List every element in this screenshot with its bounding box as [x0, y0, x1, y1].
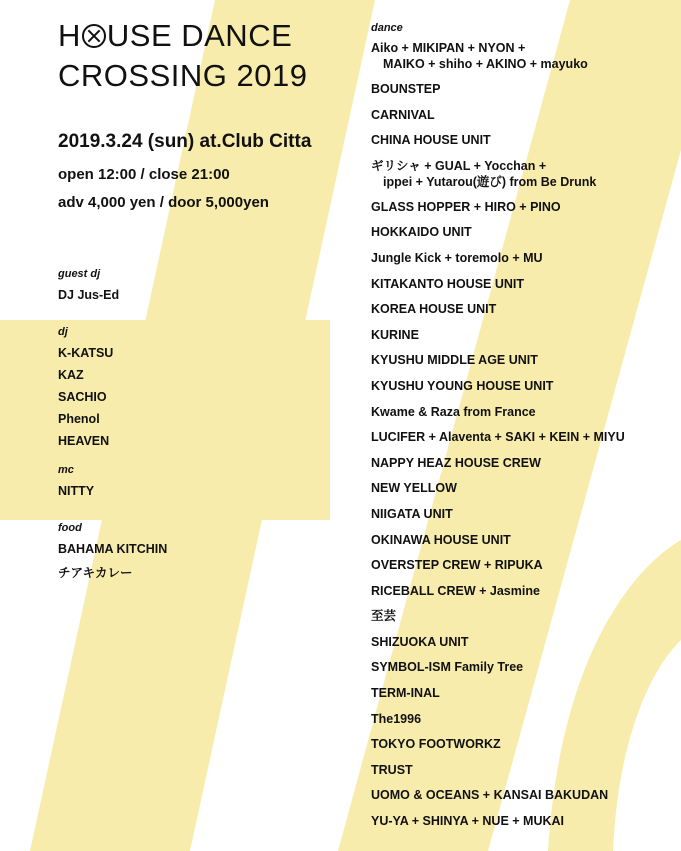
event-date-venue: 2019.3.24 (sun) at.Club Citta: [58, 131, 312, 152]
dance-list: [371, 40, 625, 839]
dance-item-line1: SHIZUOKA UNIT: [371, 634, 469, 649]
dance-list-item: [371, 659, 625, 685]
dance-list-item: [371, 327, 625, 353]
dance-item-line1: TRUST: [371, 762, 413, 777]
event-price: adv 4,000 yen / door 5,000yen: [58, 194, 269, 211]
dance-list-item: [371, 132, 625, 158]
dance-list-item: [371, 685, 625, 711]
dance-list-item: [371, 107, 625, 133]
dj-item: HEAVEN: [58, 434, 110, 448]
dance-item-line1: KOREA HOUSE UNIT: [371, 302, 497, 317]
dance-list-item: [371, 634, 625, 660]
dance-list-item: [371, 352, 625, 378]
mc-item: NITTY: [58, 484, 95, 498]
dance-list-item: [371, 250, 625, 276]
dance-list-item: [371, 276, 625, 302]
dance-item-line1: 至芸: [371, 609, 397, 624]
dance-item-line2: MAIKO + shiho + AKINO + mayuko: [383, 57, 588, 71]
dance-item-line1: YU-YA + SHINYA + NUE + MUKAI: [371, 814, 564, 829]
dance-item-line1: KITAKANTO HOUSE UNIT: [371, 276, 525, 291]
dance-item-line1: The1996: [371, 711, 422, 726]
dj-item: K-KATSU: [58, 346, 114, 360]
dj-item: KAZ: [58, 368, 84, 382]
dance-list-item: [371, 224, 625, 250]
dance-item-line1: CARNIVAL: [371, 107, 435, 122]
dance-item-line2: ippei + Yutarou(遊び) from Be Drunk: [383, 174, 597, 189]
dance-item-line1: HOKKAIDO UNIT: [371, 225, 472, 240]
dance-item-line1: BOUNSTEP: [371, 82, 441, 96]
food-item: BAHAMA KITCHIN: [58, 542, 168, 556]
dance-list-item: [371, 787, 625, 813]
event-title-line1: H USE DANCE: [58, 18, 293, 53]
dance-list-item: [371, 506, 625, 532]
dance-item-line1: KYUSHU YOUNG HOUSE UNIT: [371, 378, 554, 393]
dj-heading: dj: [58, 326, 68, 338]
dance-list-item: [371, 199, 625, 225]
food-item: チアキカレー: [58, 566, 133, 580]
dance-list-item: [371, 736, 625, 762]
yellow-bar-left: [0, 320, 330, 520]
dance-list-item: [371, 711, 625, 737]
dance-item-line1: RICEBALL CREW + Jasmine: [371, 583, 540, 598]
dance-list-item: [371, 762, 625, 788]
dance-item-line1: CHINA HOUSE UNIT: [371, 133, 491, 148]
dance-item-line1: TOKYO FOOTWORKZ: [371, 737, 501, 752]
dj-item: SACHIO: [58, 390, 107, 404]
crossed-circle-logo-icon: [82, 24, 106, 48]
dance-list-item: [371, 378, 625, 404]
dj-item: Phenol: [58, 412, 100, 426]
dance-list-item: [371, 813, 625, 839]
dance-item-line1: UOMO & OCEANS + KANSAI BAKUDAN: [371, 788, 609, 803]
event-title-line2: CROSSING 2019: [58, 58, 308, 93]
dance-item-line1: ギリシャ + GUAL + Yocchan +: [371, 158, 547, 173]
dance-list-item: [371, 532, 625, 558]
mc-heading: mc: [58, 464, 74, 476]
dance-list-item: [371, 404, 625, 430]
dance-item-line1: SYMBOL-ISM Family Tree: [371, 660, 524, 675]
dance-item-line1: OVERSTEP CREW + RIPUKA: [371, 558, 543, 573]
dance-list-item: [371, 429, 625, 455]
dance-item-line1: KYUSHU MIDDLE AGE UNIT: [371, 353, 538, 368]
dance-list-item: [371, 480, 625, 506]
dance-item-line1: NIIGATA UNIT: [371, 506, 453, 521]
dance-item-line1: Kwame & Raza from France: [371, 404, 536, 419]
dance-list-item: [371, 583, 625, 609]
dance-item-line1: NAPPY HEAZ HOUSE CREW: [371, 455, 541, 470]
dance-item-line1: TERM-INAL: [371, 686, 440, 701]
guest-dj-item: DJ Jus-Ed: [58, 288, 120, 302]
dance-list-item: [371, 158, 625, 199]
dance-list-item: [371, 608, 625, 634]
dance-item-line1: NEW YELLOW: [371, 481, 457, 496]
dance-item-line1: LUCIFER + Alaventa + SAKI + KEIN + MIYU: [371, 430, 625, 445]
dance-list-item: [371, 40, 625, 81]
dance-list-item: [371, 455, 625, 481]
dance-item-line1: KURINE: [371, 327, 419, 342]
dance-list-item: [371, 81, 625, 107]
dance-item-line1: Jungle Kick + toremolo + MU: [371, 250, 543, 265]
dance-list-item: [371, 557, 625, 583]
dance-item-line1: Aiko + MIKIPAN + NYON +: [371, 41, 526, 55]
guest-dj-heading: guest dj: [58, 268, 101, 280]
dance-heading: dance: [371, 22, 403, 34]
event-hours: open 12:00 / close 21:00: [58, 166, 230, 183]
food-heading: food: [58, 522, 82, 534]
dance-item-line1: OKINAWA HOUSE UNIT: [371, 532, 511, 547]
dance-list-item: [371, 301, 625, 327]
dance-item-line1: GLASS HOPPER + HIRO + PINO: [371, 199, 561, 214]
